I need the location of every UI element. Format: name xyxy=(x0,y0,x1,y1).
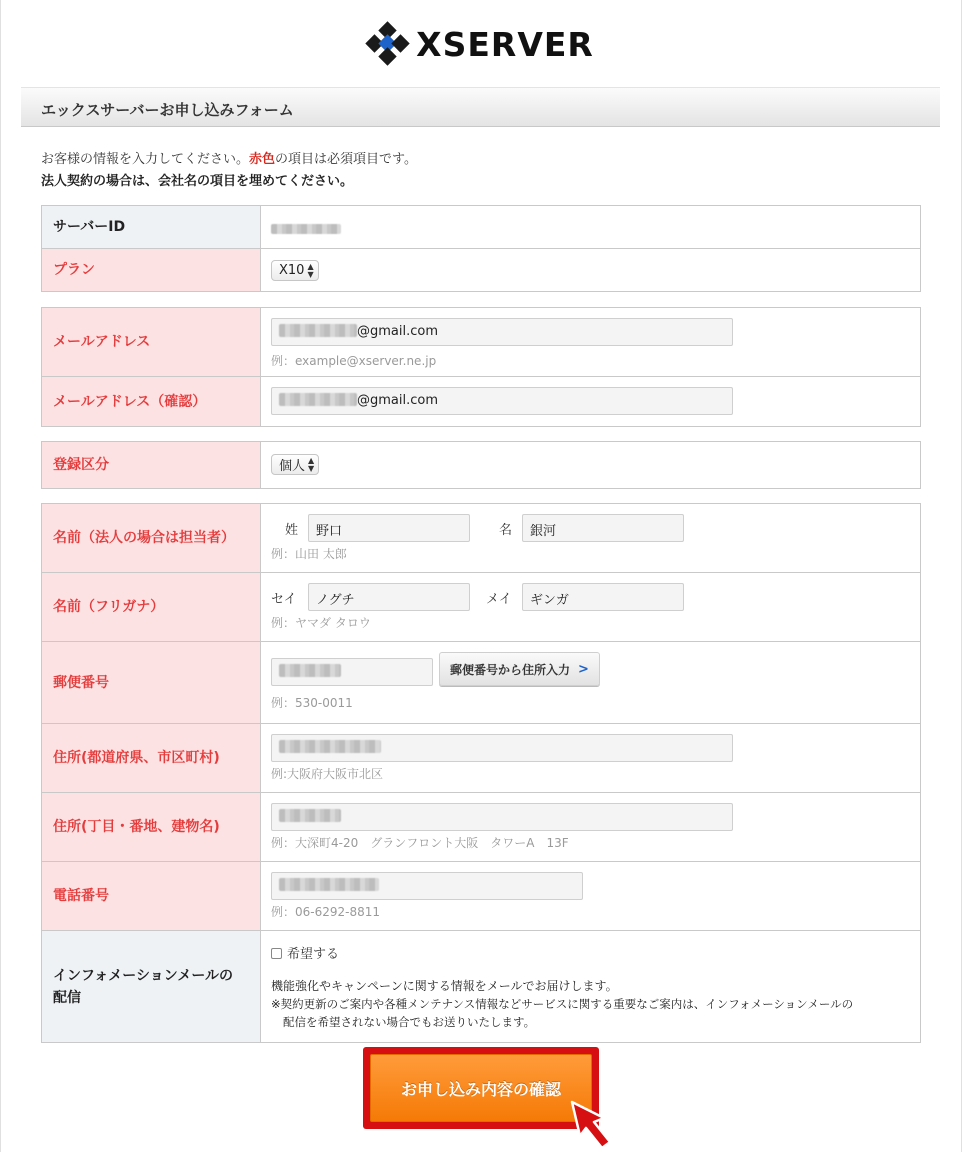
server-section xyxy=(41,205,921,292)
address2-input[interactable] xyxy=(271,803,733,831)
email-label: メールアドレス xyxy=(42,308,261,376)
email-section xyxy=(41,307,921,427)
zip-row xyxy=(42,642,920,724)
brand-logo xyxy=(0,24,962,64)
name-hint: 例：山田 太郎 xyxy=(271,547,347,561)
pointer-arrow-icon xyxy=(570,1100,614,1152)
personal-section xyxy=(41,503,921,1043)
phone-row xyxy=(42,862,920,931)
address1-input[interactable] xyxy=(271,734,733,762)
registration-row xyxy=(42,442,920,489)
zip-input[interactable] xyxy=(271,658,433,686)
email-confirm-input[interactable]: @gmail.com xyxy=(271,387,733,415)
first-name-input[interactable]: 銀河 xyxy=(522,514,684,542)
xserver-logo-icon xyxy=(368,24,408,64)
address1-hint: 例:大阪府大阪市北区 xyxy=(271,767,384,781)
newsletter-checkbox[interactable] xyxy=(271,948,282,959)
name-row xyxy=(42,504,920,573)
address1-row xyxy=(42,724,920,793)
server-id-label: サーバーID xyxy=(42,206,261,248)
select-arrows-icon: ▲ ▼ xyxy=(308,455,315,473)
server-id-value xyxy=(261,206,920,248)
email-confirm-row xyxy=(42,377,920,427)
zip-hint: 例：530-0011 xyxy=(271,696,353,710)
submit-highlight xyxy=(363,1047,599,1129)
zip-label: 郵便番号 xyxy=(42,642,261,723)
last-name-label: 姓 xyxy=(285,522,299,538)
email-hint: 例：example@xserver.ne.jp xyxy=(271,354,437,368)
newsletter-notice: ※契約更新のご案内や各種メンテナンス情報などサービスに関する重要なご案内は、インフォメーションメールの xyxy=(271,997,854,1011)
address1-label: 住所(都道府県、市区町村) xyxy=(42,724,261,792)
last-kana-label: セイ xyxy=(271,591,297,607)
brand-name: XSERVER xyxy=(416,24,594,64)
intro-text: お客様の情報を入力してください。赤色の項目は必須項目です。 法人契約の場合は、会社名の項目を埋めてください。 xyxy=(41,152,417,189)
kana-row xyxy=(42,573,920,642)
newsletter-row xyxy=(42,931,920,1043)
confirm-submit-button[interactable]: お申し込み内容の確認 xyxy=(370,1054,592,1122)
last-kana-input[interactable]: ノグチ xyxy=(308,583,470,611)
newsletter-label: インフォメーションメールの配信 xyxy=(42,931,261,1042)
phone-hint: 例：06-6292-8811 xyxy=(271,905,381,919)
email-confirm-label: メールアドレス（確認） xyxy=(42,377,261,426)
plan-row xyxy=(42,249,920,292)
first-kana-input[interactable]: ギンガ xyxy=(522,583,684,611)
email-input[interactable]: @gmail.com xyxy=(271,318,733,346)
registration-label: 登録区分 xyxy=(42,442,261,488)
address2-label: 住所(丁目・番地、建物名) xyxy=(42,793,261,861)
server-id-row xyxy=(42,206,920,249)
newsletter-desc: 機能強化やキャンペーンに関する情報をメールでお届けします。 xyxy=(271,979,618,993)
address2-row xyxy=(42,793,920,862)
phone-label: 電話番号 xyxy=(42,862,261,930)
registration-select[interactable]: 個人 ▲ ▼ xyxy=(271,454,319,475)
newsletter-option[interactable]: 希望する xyxy=(271,943,920,962)
first-name-label: 名 xyxy=(499,522,513,538)
select-arrows-icon: ▲ ▼ xyxy=(307,261,314,279)
first-kana-label: メイ xyxy=(486,591,512,607)
chevron-right-icon: > xyxy=(578,661,589,677)
kana-hint: 例：ヤマダ タロウ xyxy=(271,616,371,630)
last-name-input[interactable]: 野口 xyxy=(308,514,470,542)
phone-input[interactable] xyxy=(271,872,583,900)
registration-section xyxy=(41,441,921,489)
kana-label: 名前（フリガナ） xyxy=(42,573,261,641)
newsletter-notice-cont: 配信を希望されない場合でもお送りいたします。 xyxy=(283,1015,536,1029)
plan-label: プラン xyxy=(42,249,261,291)
plan-select[interactable]: X10 ▲ ▼ xyxy=(271,260,319,281)
address2-hint: 例：大深町4-20 グランフロント大阪 タワーA 13F xyxy=(271,836,569,850)
form-title: エックスサーバーお申し込みフォーム xyxy=(21,87,940,127)
zip-lookup-button[interactable]: 郵便番号から住所入力 > xyxy=(439,652,600,686)
name-label: 名前（法人の場合は担当者） xyxy=(42,504,261,572)
email-row xyxy=(42,308,920,377)
